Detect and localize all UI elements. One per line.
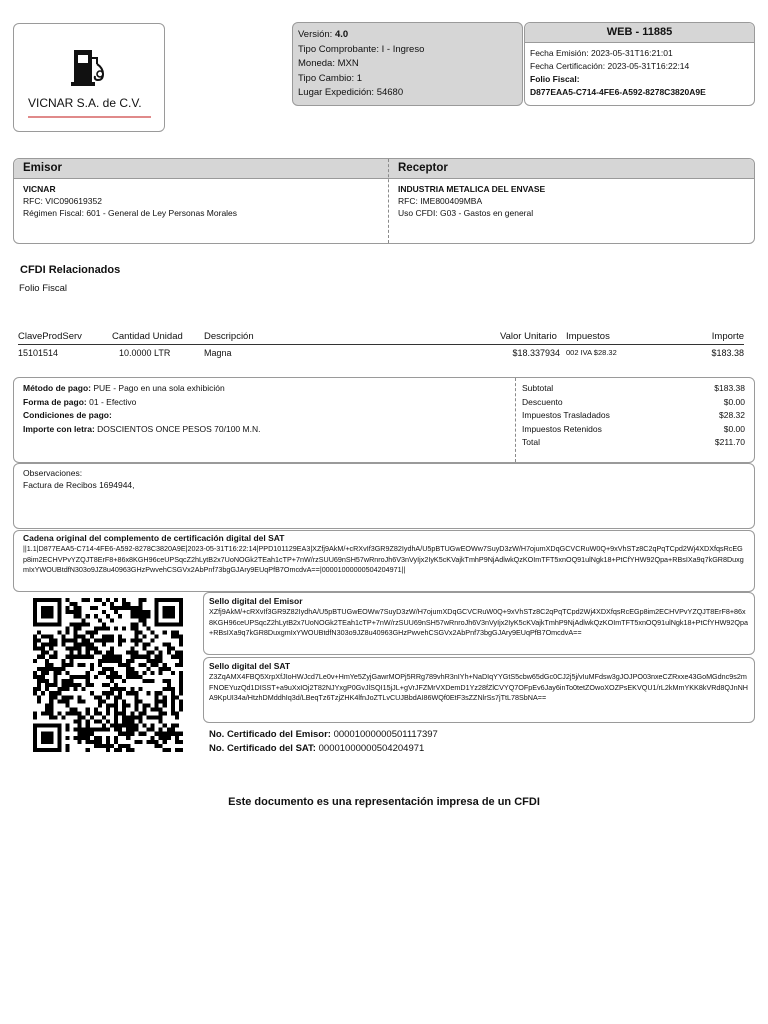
fecha-certificacion: 2023-05-31T16:22:14: [607, 61, 690, 71]
observaciones-label: Observaciones:: [23, 468, 83, 478]
version-value: 4.0: [334, 29, 349, 40]
col-cantidad: Cantidad Unidad: [112, 331, 183, 342]
tipo-comprobante: I - Ingreso: [381, 43, 425, 55]
sello-sat-box: [203, 657, 755, 723]
totales: [522, 382, 745, 450]
pago-totales-box: Método de pago: PUE - Pago en una sola exhibición Forma de pago: 01 - Efectivo Condiciones de pago: Importe con letra: DOSCIENTOS ONCE PESOS 70/100 M.N. Subtotal $183.38 Descuento $0.00 Impuestos Trasladados $28.32 Impuestos Retenidos $0.00 Total $211.70: [13, 377, 755, 463]
importe-letra: DOSCIENTOS ONCE PESOS 70/100 M.N.: [97, 423, 261, 434]
logo-underline: [28, 116, 151, 118]
observaciones-box: [13, 463, 755, 529]
folio-fiscal: D877EAA5-C714-4FE6-A592-8278C3820A9E: [530, 87, 706, 97]
receptor-uso-cfdi: G03 - Gastos en general: [440, 208, 534, 218]
descuento-row: Descuento $0.00: [522, 396, 745, 407]
qr-code-icon: [33, 598, 183, 752]
cfdi-relacionados-title: CFDI Relacionados: [20, 264, 121, 276]
folio-title: WEB - 11885: [525, 23, 754, 43]
emisor-header: Emisor: [23, 162, 62, 174]
conceptos-table: [18, 330, 744, 360]
lugar-expedicion: 54680: [376, 87, 404, 98]
cadena-title: Cadena original del complemento de certificación digital del SAT: [23, 533, 285, 543]
col-descripcion: Descripción: [204, 331, 254, 342]
logo-box: [13, 23, 165, 132]
emisor-rfc: VIC090619352: [45, 196, 102, 206]
folio-box: WEB - 11885 Fecha Emisión: 2023-05-31T16:21:01 Fecha Certificación: 2023-05-31T16:22:14 Folio Fiscal: D877EAA5-C714-4FE6-A592-8278C3820A9E: [524, 22, 755, 106]
cadena-text: ||1.1|D877EAA5-C714-4FE6-A592-8278C3820A9E|2023-05-31T16:22:14|PPD101129EA3|XZfj9AkM/+cRXvIf3GR9Z82IydhA/U5pBTUGwEOWw7SuyD3zW/H7ojumXDqGCVCRuW0Q+9xVhSTz8C2qPqTCpd2Wj4XDXfqsRcEGp8im2ECHVPvYZQJT8ErF8+86x8KGH96ceUPSqcZ2hLytB2x7UoNOGk2TEah1cTP+7nW/rzSUU69nSH57wRnroJh6V3nVyIjx2IyK5cKVajkTmhP9NjAdlwkQzKOImTFT5xnOQ91ulNgk18+PtCfYHW92Qpa+RBsIXa9q7kGR8DuxgmIxYWOUBtdfN303o9JZ8u40963GHzPwvehCSGVx2AbPnf73bgGJAry9EUqPfB7OmcdvA==|00001000000504204971||: [23, 544, 744, 574]
moneda: MXN: [337, 58, 359, 69]
retenidos-row: Impuestos Retenidos $0.00: [522, 423, 745, 434]
sello-sat-text: Z3ZqAMX4FBQ5XrpXfJIoHWJcd7Le0v+HmYe5ZyjGawrMOPj5RRg789vhR3nIYh+NaDIqYYGtS5cbw65dGc0CJ2j5j/vIuMFdsw3gJOJPO03nxeCZRxxe43GoMGdnc9s2mFNOEYuzQd1DISST+a9uXxIOj2T82NJYxgP0GvJlSQI15jJL+gVrJFZMrVXDemD1Yz28fZlCVYQ7OFpEv6Jay6inTo0tetZOwoXOZPsEKVQU1/rL2kMmYKK8kVRd8QJnNHA9KpUI34a/HtzhDMddhIq3d/LBeqTz6TzjZHK4lfnJoZTLvCUJBbdAI86WQf0EtF3sZZNlrSs7jTtL78SbNA==: [209, 672, 748, 702]
col-importe: Importe: [711, 331, 744, 342]
receptor-name: INDUSTRIA METALICA DEL ENVASE: [398, 184, 546, 194]
trasladados-row: Impuestos Trasladados $28.32: [522, 410, 745, 420]
tipo-cambio: 1: [356, 72, 363, 84]
receptor-header: Receptor: [398, 162, 448, 174]
comprobante-info: Versión: 4.0 Tipo Comprobante: I - Ingreso Moneda: MXN Tipo Cambio: 1 Lugar Expedición: 54680: [292, 22, 523, 106]
col-impuestos: Impuestos: [566, 331, 610, 342]
forma-pago: 01 - Efectivo: [89, 396, 137, 407]
sello-emisor-box: [203, 592, 755, 655]
cadena-original-box: [13, 530, 755, 592]
certificado-sat: No. Certificado del SAT: 00001000000504204971: [209, 743, 425, 754]
cfdi-relacionados-folio-label: Folio Fiscal: [19, 283, 68, 294]
metodo-pago: PUE - Pago en una sola exhibición: [93, 383, 225, 393]
emisor-name: VICNAR: [23, 184, 56, 194]
sello-emisor-text: XZfj9AkM/+cRXvIf3GR9Z82IydhA/U5pBTUGwEOWw7SuyD3zW/H7ojumXDqGCVCRuW0Q+9xVhSTz8C2qPqTCpd2Wj4XDXfqsRcEGp8im2ECHVPvYZQJT8ErF8+86x8KGH96ceUPSqcZ2hLytB2x7UoNOGk2TEah1cTP+7nW/rzSUU69nSH57wRnroJh6V3nVyIjx2IyK5cKVajkTmhP9NjAdlwkQzKOImTFT5xnOQ91ulNgk18+PtCfYHW92Qpa+RBsIXa9q7kGR8DuxgmIxYWOUBtdfN303o9JZ8u40963GHzPwvehCSGVx2AbPnf73bgGJAry9EUqPfB7OmcdvA==: [209, 607, 749, 637]
sello-sat-title: Sello digital del SAT: [209, 661, 291, 671]
total-row: Total $211.70: [522, 437, 745, 447]
sello-emisor-title: Sello digital del Emisor: [209, 596, 303, 606]
footer-text: Este documento es una representación impresa de un CFDI: [228, 796, 540, 808]
receptor-rfc: IME800409MBA: [420, 196, 483, 206]
col-clave: ClaveProdServ: [18, 331, 82, 342]
fecha-emision: 2023-05-31T16:21:01: [590, 48, 673, 58]
emisor-regimen: 601 - General de Ley Personas Morales: [86, 208, 238, 218]
emisor-receptor-box: Emisor Receptor VICNAR RFC: VIC090619352 Régimen Fiscal: 601 - General de Ley Personas Morales INDUSTRIA METALICA DEL ENVASE RFC: IME800409MBA Uso CFDI: G03 - Gastos en general: [13, 158, 755, 244]
col-valor-unitario: Valor Unitario: [500, 331, 557, 342]
table-row: 15101514 10.0000 LTR Magna $18.337934 002 IVA $28.32 $183.38: [18, 348, 744, 358]
certificado-emisor: No. Certificado del Emisor: 00001000000501117397: [209, 729, 438, 740]
conceptos-header: [18, 330, 744, 345]
company-logo-text: VICNAR S.A. de C.V.: [28, 96, 142, 110]
observaciones-text: Factura de Recibos 1694944,: [23, 480, 135, 490]
fuel-pump-icon: [70, 42, 114, 92]
subtotal-row: Subtotal $183.38: [522, 383, 745, 393]
